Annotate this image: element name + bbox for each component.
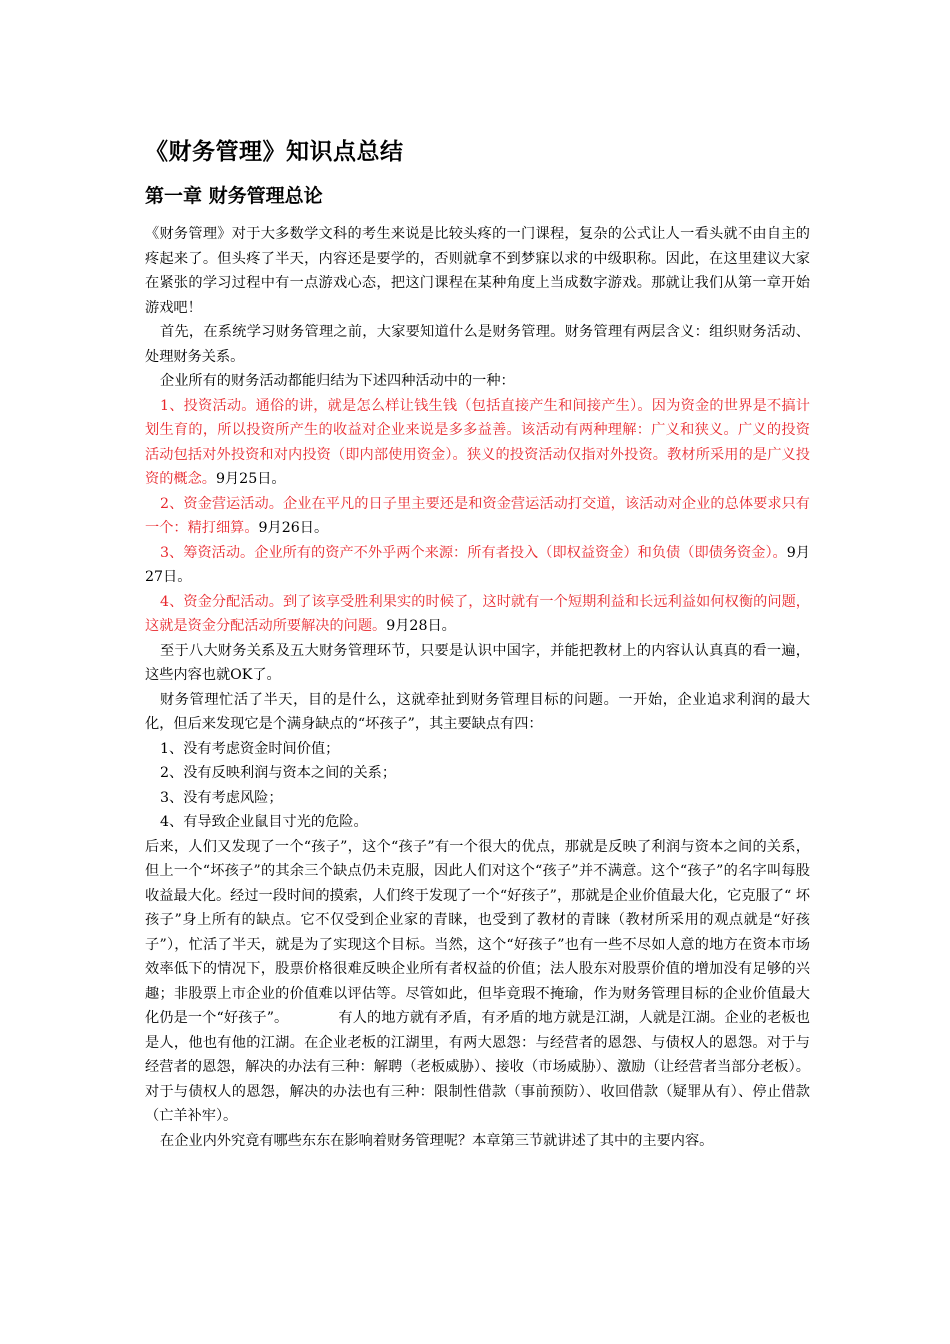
activities-intro-paragraph: 企业所有的财务活动都能归结为下述四种活动中的一种： — [160, 373, 515, 389]
activity-distribution-item — [145, 590, 810, 639]
intro-paragraph: 《财务管理》对于大多数学文科的考生来说是比较头疼的一门课程，复杂的公式让人一看头就不由自主的疼起来了。但头疼了半天，内容还是要学的，否则就拿不到梦寐以求的中级职称。因此，在这里建议大家在紧张的学习过程中有一点游戏心态，把这门课程在某种角度上当成数字游戏。那就让我们从第一章开始游戏吧！ — [145, 226, 810, 316]
chapter-heading: 第一章 财务管理总论 — [145, 185, 323, 207]
goal-paragraph: 财务管理忙活了半天，目的是什么，这就牵扯到财务管理目标的问题。一开始，企业追求利润的最大化，但后来发现它是个满身缺点的“坏孩子”，其主要缺点有四： — [145, 691, 810, 732]
activity-operation-text: 2、资金营运活动。企业在平凡的日子里主要还是和资金营运活动打交道，该活动对企业的总体要求只有一个：精打细算。 — [145, 495, 810, 536]
activity-operation-date: 9月26日。 — [258, 520, 329, 536]
activity-investment-text: 1、投资活动。通俗的讲，就是怎么样让钱生钱（包括直接产生和间接产生）。因为资金的世界是不搞计划生育的，所以投资所产生的收益对企业来说是多多益善。该活动有两种理解：广义和狭义。广义的投资活动包括对外投资和对内投资（即内部使用资金）。狭义的投资活动仅指对外投资。教材所采用的是广义投资的概念。 — [145, 397, 810, 487]
activity-financing-item — [145, 541, 810, 590]
activity-operation-item — [145, 492, 810, 541]
drawback-item-2: 2、没有反映利润与资本之间的关系； — [160, 765, 397, 781]
activity-distribution-date: 9月28日。 — [386, 618, 456, 634]
document-title: 《财务管理》知识点总结 — [145, 139, 404, 165]
activity-investment-date: 9月25日。 — [215, 471, 286, 487]
relations-paragraph: 至于八大财务关系及五大财务管理环节，只要是认识中国字，并能把教材上的内容认认真真的看一遍，这些内容也就OK了。 — [145, 642, 810, 683]
closing-paragraph: 在企业内外究竟有哪些东东在影响着财务管理呢？本章第三节就讲述了其中的主要内容。 — [160, 1132, 714, 1149]
activity-financing-text: 3、筹资活动。企业所有的资产不外乎两个来源：所有者投入（即权益资金）和负债（即债务资金）。 — [160, 544, 787, 561]
drawback-item-4: 4、有导致企业鼠目寸光的危险。 — [160, 814, 368, 830]
activity-financing-date: 9月27日。 — [145, 544, 810, 585]
activity-investment-item — [145, 394, 810, 492]
drawback-item-1: 1、没有考虑资金时间价值； — [160, 740, 340, 757]
drawback-item-3: 3、没有考虑风险； — [160, 789, 283, 806]
definition-paragraph: 首先，在系统学习财务管理之前，大家要知道什么是财务管理。财务管理有两层含义：组织财务活动、处理财务关系。 — [145, 324, 810, 365]
activity-distribution-text: 4、资金分配活动。到了该享受胜利果实的时候了，这时就有一个短期利益和长远利益如何权衡的问题，这就是资金分配活动所要解决的问题。 — [145, 593, 810, 634]
enterprise-value-paragraph: 后来，人们又发现了一个“孩子”，这个“孩子”有一个很大的优点，那就是反映了利润与资本之间的关系，但上一个“坏孩子”的其余三个缺点仍未克服，因此人们对这个“孩子”并不满意。这个“孩子”的名字叫每股收益最大化。经过一段时间的摸索，人们终于发现了一个“好孩子”，那就是企业价值最大化，它克服了“ 坏孩子”身上所有的缺点。它不仅受到企业家的青睐，也受到了教材的青睐（教材所采用的观点就是“好孩子”），忙活了半天，就是为了实现这个目标。当然，这个“好孩子”也有一些不尽如人意的地方在资本市场效率低下的情况下，股票价格很难反映企业所有者权益的价值；法人股东对股票价值的增加没有足够的兴趣；非股票上市企业的价值难以评估等。尽管如此，但毕竟瑕不掩瑜，作为财务管理目标的企业价值最大化仍是一个“好孩子”。 有人的地方就有矛盾，有矛盾的地方就是江湖，人就是江湖。企业的老板也是人，他也有他的江湖。在企业老板的江湖里，有两大恩怨：与经营者的恩怨、与债权人的恩怨。对于与经营者的恩怨，解决的办法有三种：解聘（老板威胁）、接收（市场威胁）、激励（让经营者当部分老板）。对于与债权人的恩怨，解决的办法也有三种：限制性借款（事前预防）、收回借款（疑罪从有）、停止借款（亡羊补牢）。 — [145, 838, 810, 1124]
document-page — [145, 136, 810, 1153]
